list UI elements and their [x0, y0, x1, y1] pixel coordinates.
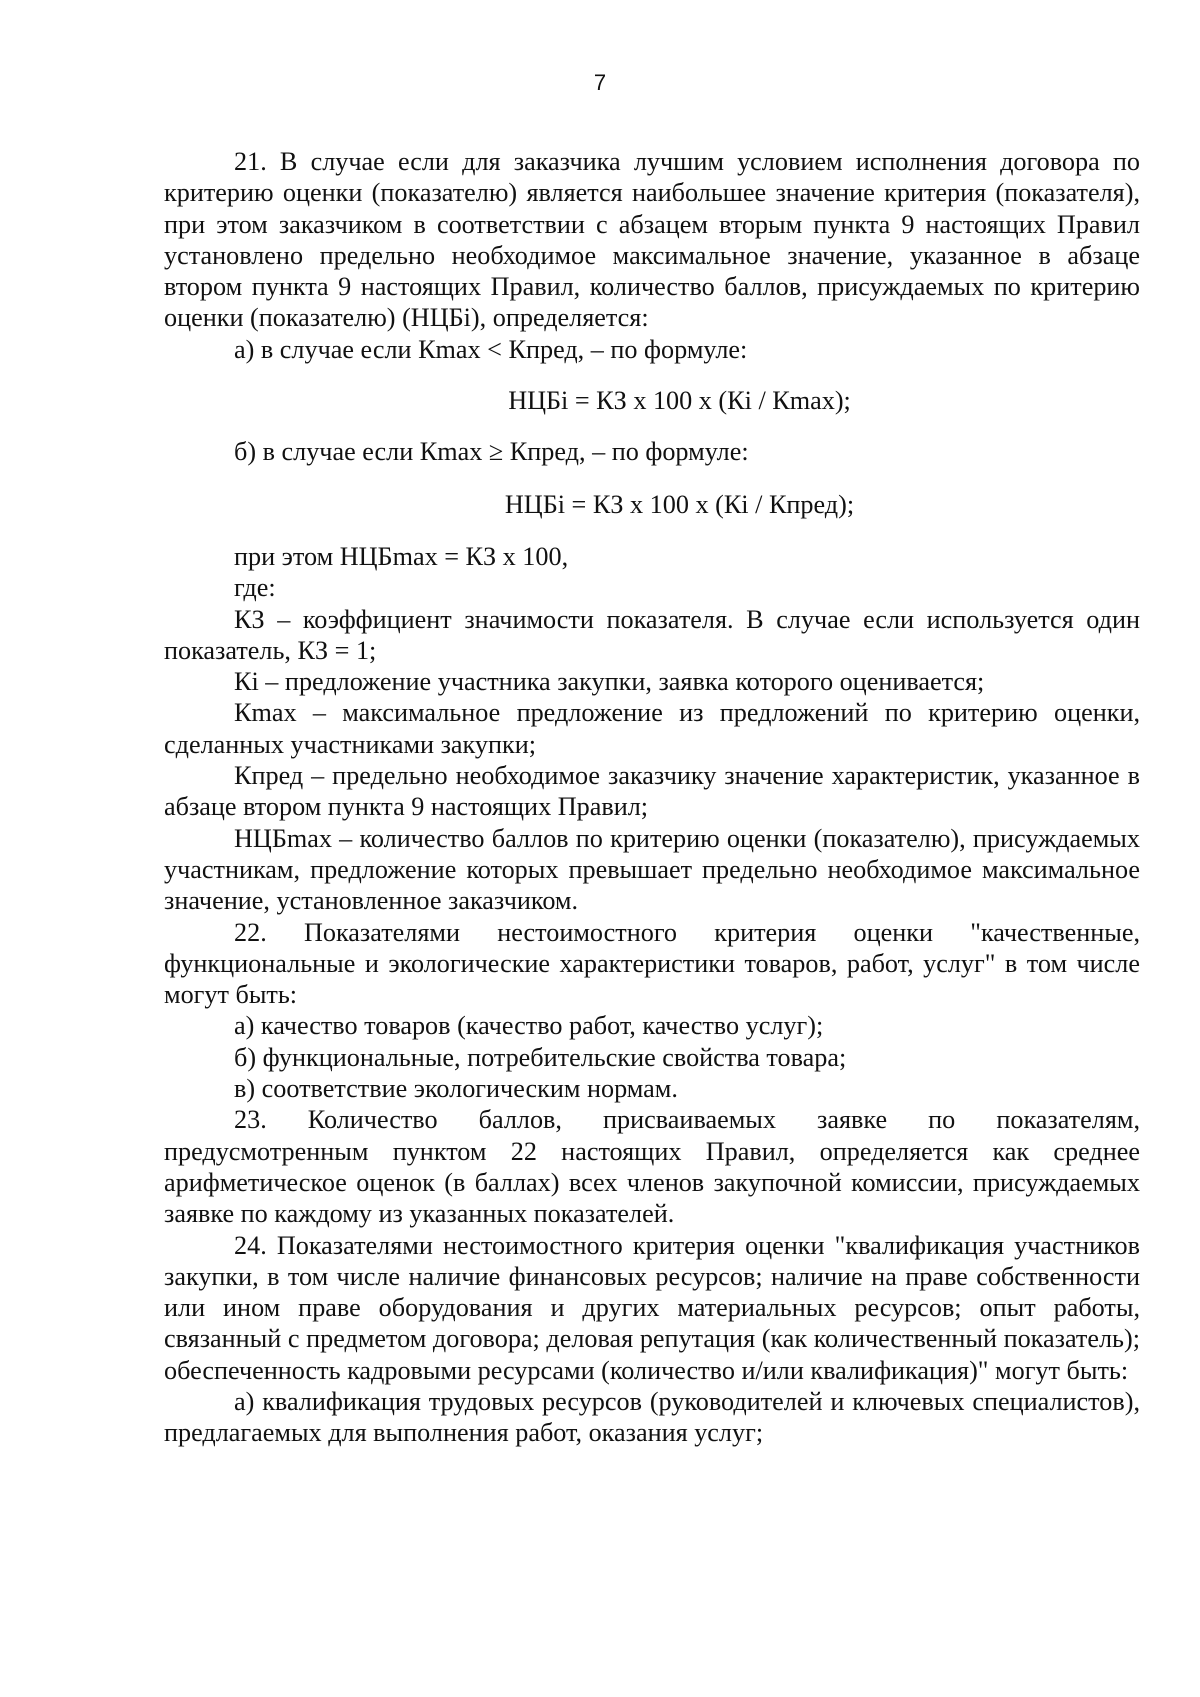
definition-kz: КЗ – коэффициент значимости показателя. В случае если используется один показатель, КЗ = 1;	[164, 604, 1140, 665]
formula-note: при этом НЦБmax = КЗ х 100,	[234, 541, 569, 571]
definition-kmax: Кmax – максимальное предложение из предложений по критерию оценки, сделанных участниками закупки;	[164, 698, 1140, 759]
definition-ki: Кi – предложение участника закупки, заявка которого оценивается;	[234, 667, 985, 697]
page-number: 7	[593, 70, 607, 95]
paragraph-24-a: а) квалификация трудовых ресурсов (руководителей и ключевых специалистов), предлагаемых для выполнения работ, оказания услуг;	[164, 1386, 1140, 1448]
formula-2: НЦБi = КЗ х 100 х (Кi / Кпред);	[504, 489, 855, 519]
document-body	[164, 146, 1140, 1449]
paragraph-21-b: б) в случае если Кmax ≥ Кпред, – по формуле:	[234, 437, 749, 467]
definition-kpred: Кпред – предельно необходимое заказчику значение характеристик, указанное в абзаце втором пункта 9 настоящих Правил;	[164, 761, 1140, 822]
where-label: где:	[234, 573, 276, 603]
paragraph-22: 22. Показателями нестоимостного критерия оценки "качественные, функциональные и экологические характеристики товаров, работ, услуг" в том числе могут быть:	[164, 917, 1140, 1010]
paragraph-22-b: б) функциональные, потребительские свойства товара;	[234, 1042, 847, 1072]
paragraph-22-a: а) качество товаров (качество работ, качество услуг);	[234, 1011, 824, 1041]
paragraph-21-a: а) в случае если Кmax < Кпред, – по формуле:	[234, 334, 748, 364]
formula-1: НЦБi = КЗ х 100 х (Кi / Кmax);	[508, 386, 851, 416]
paragraph-23: 23. Количество баллов, присваиваемых заявке по показателям, предусмотренным пунктом 22 настоящих Правил, определяется как среднее арифметическое оценок (в баллах) всех членов закупочной комиссии, присуждаемых заявке по каждому из указанных показателей.	[164, 1105, 1140, 1229]
definition-ncbmax: НЦБmax – количество баллов по критерию оценки (показателю), присуждаемых участникам, предложение которых превышает предельно необходимое максимальное значение, установленное заказчиком.	[164, 823, 1140, 916]
paragraph-22-c: в) соответствие экологическим нормам.	[234, 1074, 678, 1104]
paragraph-24: 24. Показателями нестоимостного критерия оценки "квалификация участников закупки, в том числе наличие финансовых ресурсов; наличие на праве собственности или ином праве оборудования и других материальных ресурсов; опыт работы, связанный с предметом договора; деловая репутация (как количественный показатель); обеспеченность кадровыми ресурсами (количество и/или квалификация)" могут быть:	[164, 1230, 1140, 1385]
paragraph-21: 21. В случае если для заказчика лучшим условием исполнения договора по критерию оценки (показателю) является наибольшее значение критерия (показателя), при этом заказчиком в соответствии с абзацем вторым пункта 9 настоящих Правил установлено предельно необходимое максимальное значение, указанное в абзаце втором пункта 9 настоящих Правил, количество баллов, присуждаемых по критерию оценки (показателю) (НЦБi), определяется:	[164, 147, 1140, 333]
